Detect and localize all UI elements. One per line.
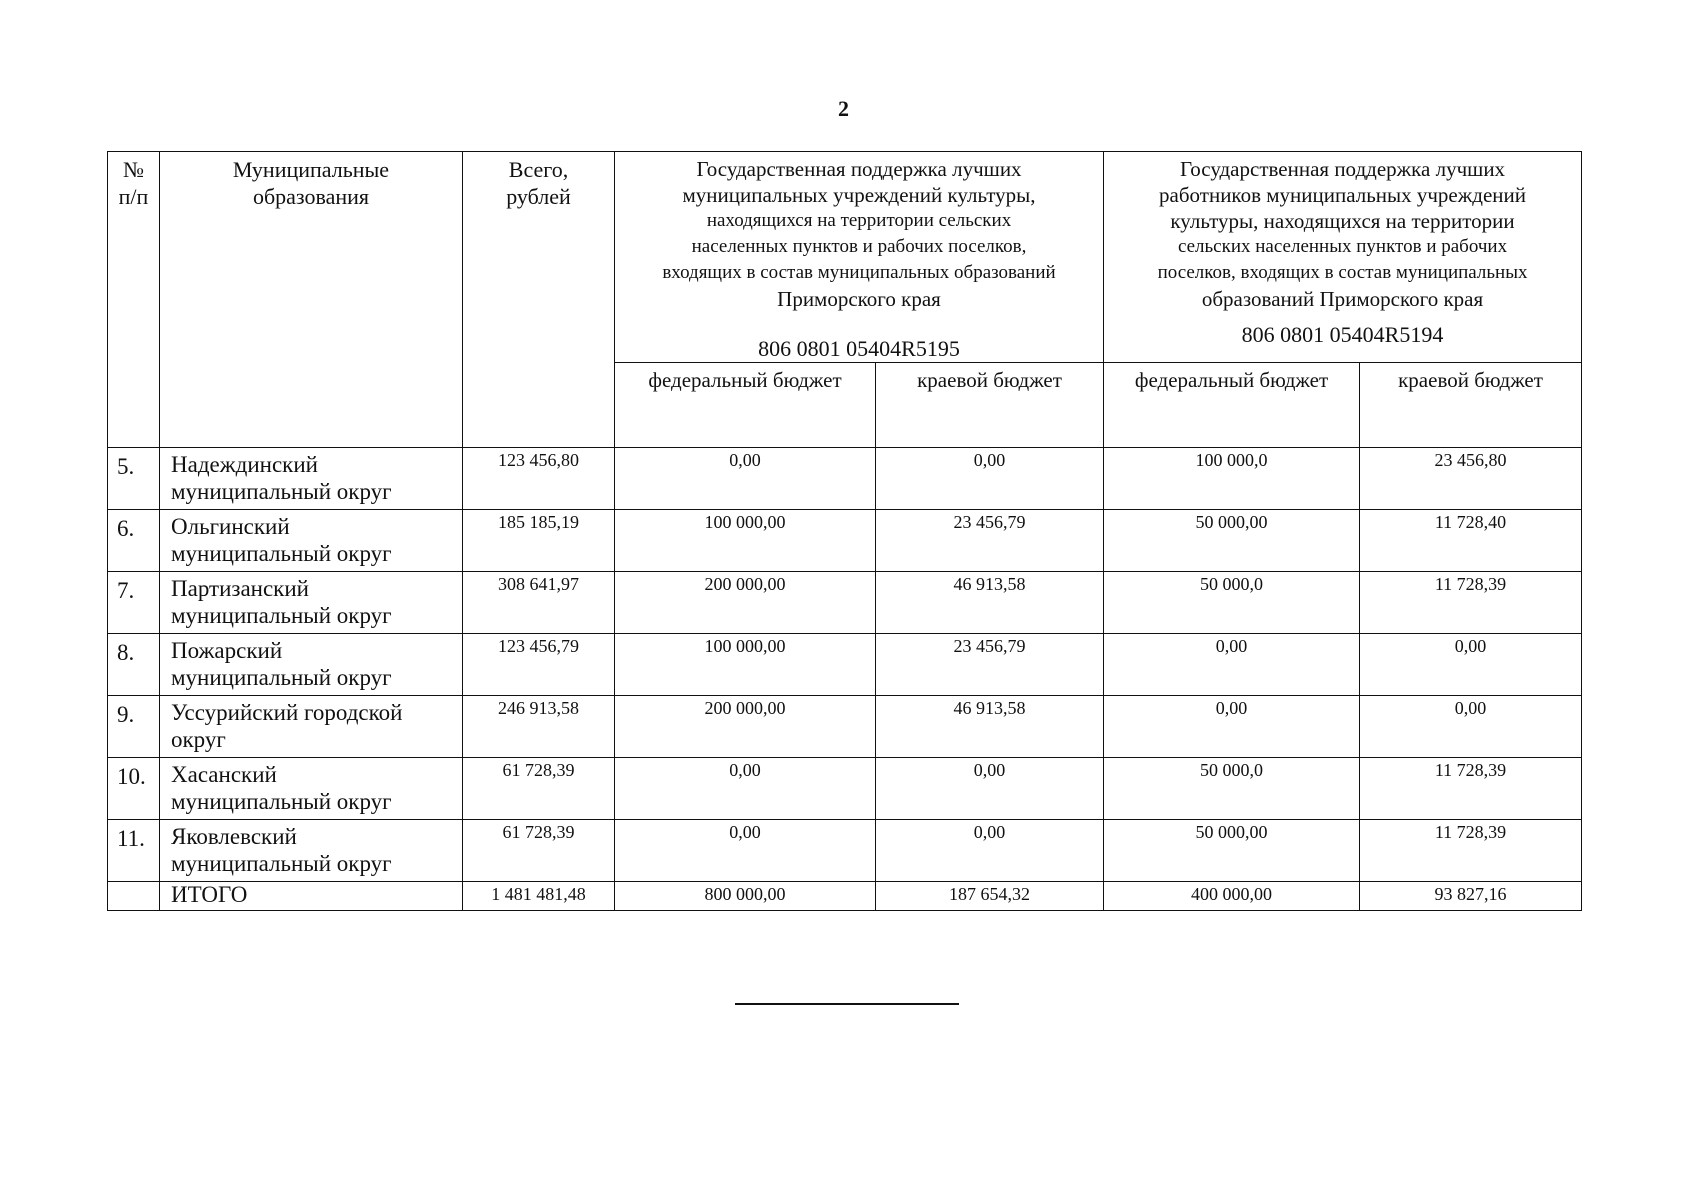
municipality-name [160, 758, 463, 820]
municipality-name-line: муниципальный округ [171, 665, 392, 690]
group1-line: населенных пунктов и рабочих поселков, [691, 236, 1027, 257]
municipality-name-line: Уссурийский городской [171, 700, 403, 725]
row-number: 9. [108, 696, 160, 758]
municipality-name-line: Пожарский [171, 638, 283, 663]
group1-line: Приморского края [777, 287, 941, 311]
municipality-name [160, 634, 463, 696]
group2-line: сельских населенных пунктов и рабочих [1177, 236, 1508, 257]
header-num-line-1: № [123, 157, 144, 182]
group1-line: находящихся на территории сельских [706, 210, 1012, 231]
municipality-name [160, 510, 463, 572]
municipality-name-line: муниципальный округ [171, 603, 392, 628]
group2-budget-code: 806 0801 05404R5194 [1241, 322, 1444, 347]
g2-regional-value: 23 456,80 [1360, 448, 1582, 510]
group2-line: поселков, входящих в состав муниципальных [1157, 262, 1528, 283]
municipality-name-line: Яковлевский [171, 824, 297, 849]
totals-g2-regional-value: 93 827,16 [1360, 882, 1582, 911]
g1-regional-value: 46 913,58 [876, 572, 1104, 634]
totals-label: ИТОГО [160, 882, 463, 911]
municipality-name [160, 572, 463, 634]
totals-num-empty [108, 882, 160, 911]
total-value: 61 728,39 [463, 820, 615, 882]
g1-regional-value: 0,00 [876, 758, 1104, 820]
g1-federal-value: 100 000,00 [615, 634, 876, 696]
row-number: 7. [108, 572, 160, 634]
total-value: 61 728,39 [463, 758, 615, 820]
g2-federal-value: 0,00 [1104, 634, 1360, 696]
municipality-name-line: муниципальный округ [171, 851, 392, 876]
totals-row [108, 882, 1582, 911]
g2-regional-value: 11 728,40 [1360, 510, 1582, 572]
g2-federal-value: 50 000,0 [1104, 572, 1360, 634]
totals-g2-federal-value: 400 000,00 [1104, 882, 1360, 911]
header-g2-regional: краевой бюджет [1360, 363, 1582, 448]
totals-total-value: 1 481 481,48 [463, 882, 615, 911]
table-row [108, 572, 1582, 634]
g2-federal-value: 50 000,0 [1104, 758, 1360, 820]
header-total [463, 152, 615, 448]
g2-regional-value: 11 728,39 [1360, 820, 1582, 882]
g1-regional-value: 23 456,79 [876, 634, 1104, 696]
group1-line: Государственная поддержка лучших [696, 157, 1022, 181]
group2-line: культуры, находящихся на территории [1170, 209, 1515, 233]
g1-regional-value: 46 913,58 [876, 696, 1104, 758]
total-value: 308 641,97 [463, 572, 615, 634]
municipality-name [160, 696, 463, 758]
total-value: 246 913,58 [463, 696, 615, 758]
g1-federal-value: 200 000,00 [615, 572, 876, 634]
municipality-name-line: округ [171, 727, 226, 752]
municipality-name-line: Партизанский [171, 576, 309, 601]
g2-federal-value: 0,00 [1104, 696, 1360, 758]
g1-federal-value: 0,00 [615, 820, 876, 882]
header-g2-federal: федеральный бюджет [1104, 363, 1360, 448]
header-group-institutions [615, 152, 1104, 363]
header-g1-federal: федеральный бюджет [615, 363, 876, 448]
row-number: 10. [108, 758, 160, 820]
group1-budget-code: 806 0801 05404R5195 [758, 336, 960, 361]
header-row-main [108, 152, 1582, 363]
table-row [108, 634, 1582, 696]
g2-federal-value: 50 000,00 [1104, 510, 1360, 572]
g1-regional-value: 0,00 [876, 448, 1104, 510]
page-number: 2 [838, 96, 849, 121]
group2-line: образований Приморского края [1201, 287, 1484, 311]
g1-federal-value: 100 000,00 [615, 510, 876, 572]
row-number: 11. [108, 820, 160, 882]
total-value: 123 456,79 [463, 634, 615, 696]
header-group-workers [1104, 152, 1582, 363]
g2-regional-value: 11 728,39 [1360, 758, 1582, 820]
header-municipality-line-1: Муниципальные [232, 157, 390, 182]
header-num [108, 152, 160, 448]
total-value: 185 185,19 [463, 510, 615, 572]
row-number: 8. [108, 634, 160, 696]
table-row [108, 696, 1582, 758]
end-of-document-rule [735, 1003, 959, 1005]
municipality-name [160, 820, 463, 882]
g1-federal-value: 0,00 [615, 758, 876, 820]
table-body [108, 152, 1582, 911]
table-row [108, 510, 1582, 572]
header-total-line-2: рублей [506, 184, 571, 209]
row-number: 5. [108, 448, 160, 510]
totals-g1-regional-value: 187 654,32 [876, 882, 1104, 911]
header-total-line-1: Всего, [508, 157, 569, 182]
municipality-name-line: муниципальный округ [171, 479, 392, 504]
g2-regional-value: 11 728,39 [1360, 572, 1582, 634]
g1-federal-value: 0,00 [615, 448, 876, 510]
row-number: 6. [108, 510, 160, 572]
budget-distribution-table [107, 151, 1582, 911]
group2-line: работников муниципальных учреждений [1159, 183, 1526, 207]
municipality-name [160, 448, 463, 510]
g1-regional-value: 23 456,79 [876, 510, 1104, 572]
municipality-name-line: Надеждинский [171, 452, 318, 477]
g1-federal-value: 200 000,00 [615, 696, 876, 758]
g1-regional-value: 0,00 [876, 820, 1104, 882]
municipality-name-line: муниципальный округ [171, 789, 392, 814]
totals-g1-federal-value: 800 000,00 [615, 882, 876, 911]
table-row [108, 758, 1582, 820]
header-municipality [160, 152, 463, 448]
table-row [108, 448, 1582, 510]
municipality-name-line: Хасанский [171, 762, 277, 787]
g2-federal-value: 50 000,00 [1104, 820, 1360, 882]
total-value: 123 456,80 [463, 448, 615, 510]
group2-line: Государственная поддержка лучших [1179, 157, 1506, 181]
g2-federal-value: 100 000,0 [1104, 448, 1360, 510]
municipality-name-line: муниципальный округ [171, 541, 392, 566]
group1-line: входящих в состав муниципальных образований [662, 262, 1056, 283]
g2-regional-value: 0,00 [1360, 634, 1582, 696]
table-row [108, 820, 1582, 882]
header-g1-regional: краевой бюджет [876, 363, 1104, 448]
group1-line: муниципальных учреждений культуры, [682, 183, 1036, 207]
municipality-name-line: Ольгинский [171, 514, 290, 539]
header-num-line-2: п/п [118, 184, 149, 209]
g2-regional-value: 0,00 [1360, 696, 1582, 758]
header-municipality-line-2: образования [252, 184, 370, 209]
